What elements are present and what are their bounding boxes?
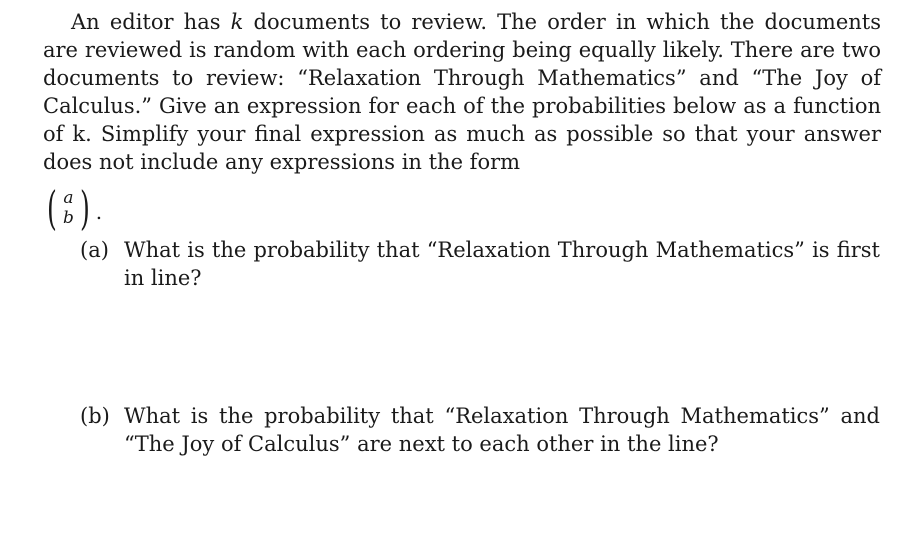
question-a bbox=[80, 236, 880, 292]
binomial-close-paren: ) bbox=[79, 181, 90, 235]
binomial-open-paren: ( bbox=[47, 181, 57, 235]
binomial-top: a bbox=[63, 188, 74, 208]
binomial-coefficient bbox=[43, 181, 103, 235]
binomial-period: . bbox=[95, 200, 103, 224]
question-b-text: What is the probability that “Relaxation Through Mathematics” and “The Joy of Calculus” are next to each other in the line? bbox=[124, 404, 880, 456]
question-a-label: (a) bbox=[80, 238, 109, 262]
question-b bbox=[80, 402, 880, 458]
binomial-bottom: b bbox=[62, 208, 74, 228]
variable-k: k bbox=[230, 10, 244, 34]
intro-text-rest: documents to review. The order in which the documents are reviewed is random with each ordering being equally likely. There are two documents to review: “Relaxation Through Mathematics” and “The Joy of Calculus.” Give an expression for each of the probabilities below as a function of k. Simplify your final expression as much as possible so that your answer does not include any expressions in the form bbox=[43, 10, 881, 174]
intro-text-start: An editor has bbox=[71, 10, 231, 34]
binomial-stack bbox=[63, 188, 74, 228]
question-b-label: (b) bbox=[80, 404, 110, 428]
question-a-text: What is the probability that “Relaxation Through Mathematics” is first in line? bbox=[124, 238, 880, 290]
problem-statement bbox=[43, 8, 881, 176]
